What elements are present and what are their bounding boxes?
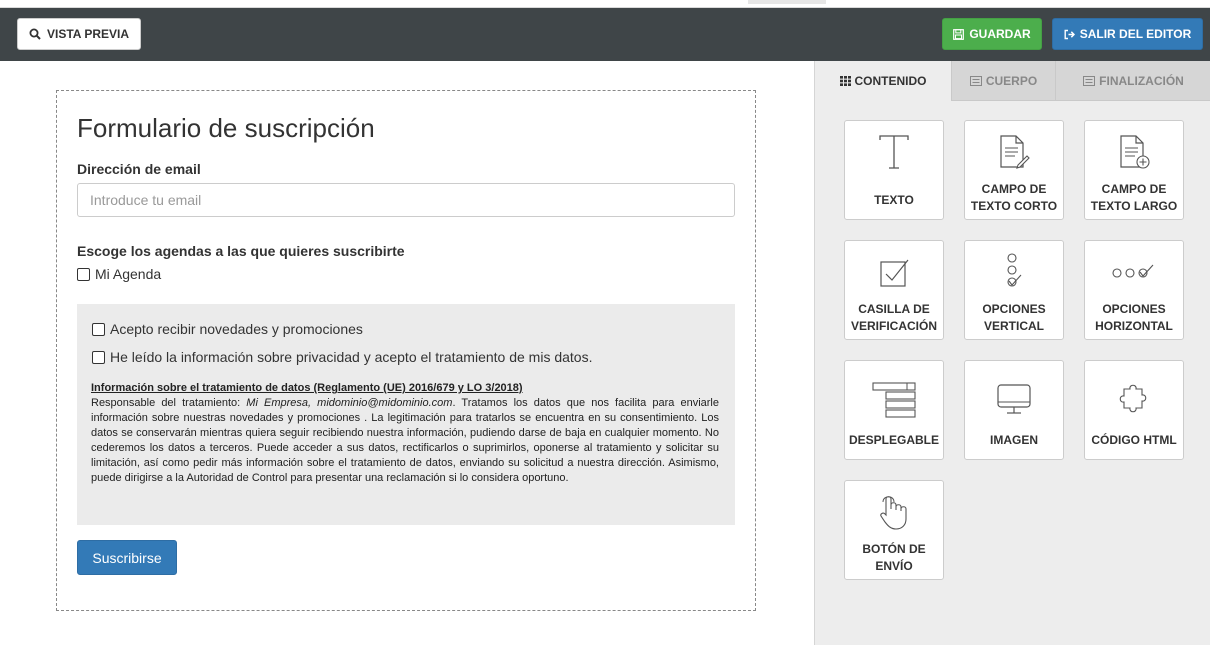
- tile-boton-envio[interactable]: [844, 480, 944, 580]
- exit-icon: [1064, 29, 1075, 40]
- radio-horizontal-icon: [1085, 241, 1183, 303]
- privacy-notice: [91, 381, 719, 486]
- privacy-title: Información sobre el tratamiento de datos (Reglamento (UE) 2016/679 y LO 3/2018): [91, 382, 523, 394]
- grid-icon: [840, 76, 851, 86]
- tile-label: TEXTO: [874, 192, 914, 207]
- radio-vertical-icon: [965, 241, 1063, 303]
- consent-privacy-label: He leído la información sobre privacidad y acepto el tratamiento de mis datos.: [110, 349, 593, 365]
- tile-campo-texto-largo[interactable]: [1084, 120, 1184, 220]
- consent-privacy-checkbox[interactable]: [92, 351, 105, 364]
- text-icon: [845, 121, 943, 183]
- tile-imagen[interactable]: [964, 360, 1064, 460]
- email-field[interactable]: [77, 183, 735, 217]
- tab-cuerpo-label: CUERPO: [985, 73, 1038, 88]
- tile-texto[interactable]: [844, 120, 944, 220]
- tile-codigo-html[interactable]: [1084, 360, 1184, 460]
- tile-opciones-horizontal[interactable]: [1084, 240, 1184, 340]
- tile-label: IMAGEN: [990, 432, 1038, 447]
- components-panel: [814, 61, 1210, 645]
- preview-button-label: VISTA PREVIA: [46, 27, 129, 41]
- email-label: Dirección de email: [77, 161, 201, 177]
- form-title: Formulario de suscripción: [77, 113, 375, 143]
- tile-opciones-vertical[interactable]: [964, 240, 1064, 340]
- consent-section: [77, 304, 735, 525]
- panel-tabs: [815, 61, 1210, 101]
- consent-promos-label: Acepto recibir novedades y promociones: [110, 321, 363, 337]
- save-button[interactable]: [942, 18, 1042, 50]
- checkbox-icon: [845, 241, 943, 303]
- tab-finalizacion-label: FINALIZACIÓN: [1099, 73, 1184, 88]
- tab-finalizacion[interactable]: [1056, 61, 1210, 101]
- tab-contenido[interactable]: [815, 61, 952, 101]
- tab-contenido-label: CONTENIDO: [854, 74, 927, 88]
- preview-button[interactable]: [17, 18, 141, 50]
- tile-label: CÓDIGO HTML: [1091, 432, 1177, 447]
- tile-label: OPCIONES VERTICAL: [982, 302, 1046, 333]
- tile-label: CASILLA DE VERIFICACIÓN: [850, 302, 937, 333]
- agenda-option-mi-agenda[interactable]: [77, 266, 161, 282]
- document-add-icon: [1085, 121, 1183, 183]
- consent-promos-option[interactable]: [92, 321, 363, 337]
- consent-privacy-option[interactable]: [92, 349, 592, 365]
- privacy-prefix: Responsable del tratamiento:: [91, 397, 247, 409]
- list-icon: [1083, 76, 1095, 86]
- tile-label: CAMPO DE TEXTO LARGO: [1090, 182, 1178, 213]
- exit-editor-button[interactable]: [1052, 18, 1203, 50]
- pointer-hand-icon: [845, 481, 943, 543]
- save-button-label: GUARDAR: [969, 27, 1031, 41]
- tile-label: DESPLEGABLE: [848, 432, 939, 447]
- tile-label: CAMPO DE TEXTO CORTO: [970, 182, 1058, 213]
- search-icon: [29, 28, 41, 40]
- tab-cuerpo[interactable]: [952, 61, 1056, 101]
- document-edit-icon: [965, 121, 1063, 183]
- subscribe-button[interactable]: Suscribirse: [77, 540, 177, 575]
- privacy-company: Mi Empresa, midominio@midominio.com: [246, 397, 453, 409]
- tile-label: OPCIONES HORIZONTAL: [1095, 302, 1173, 333]
- agendas-label: Escoge los agendas a las que quieres suscribirte: [77, 243, 405, 259]
- tile-label: BOTÓN DE ENVÍO: [862, 542, 926, 573]
- agenda-option-label: Mi Agenda: [95, 266, 162, 282]
- top-tab-hint: [748, 0, 826, 4]
- editor-toolbar: [0, 8, 1210, 61]
- tile-casilla-verificacion[interactable]: [844, 240, 944, 340]
- form-canvas: [56, 90, 756, 611]
- list-icon: [970, 76, 982, 86]
- top-strip: [0, 0, 1210, 8]
- privacy-body: . Tratamos los datos que nos facilita para enviarle información sobre nuestras novedades y promociones . La legitimación para tratarlos se encuentra en su consentimiento. Los datos se conservarán mientras quiera seguir recibiendo nuestra información, pudiendo darse de baja en cualquier momento. No cederemos los datos a terceros. Puede acceder a sus datos, rectificarlos o suprimirlos, oponerse al tratamiento y solicitar su limitación, así como pedir más información sobre el tratamiento de datos, enviando su solicitud a nuestra dirección. Asimismo, puede dirigirse a la Autoridad de Control para presentar una reclamación si lo considera oportuno.: [91, 397, 719, 484]
- consent-promos-checkbox[interactable]: [92, 323, 105, 336]
- agenda-checkbox[interactable]: [77, 268, 90, 281]
- tile-desplegable[interactable]: [844, 360, 944, 460]
- tile-campo-texto-corto[interactable]: [964, 120, 1064, 220]
- exit-editor-button-label: SALIR DEL EDITOR: [1079, 27, 1192, 41]
- floppy-icon: [953, 29, 964, 40]
